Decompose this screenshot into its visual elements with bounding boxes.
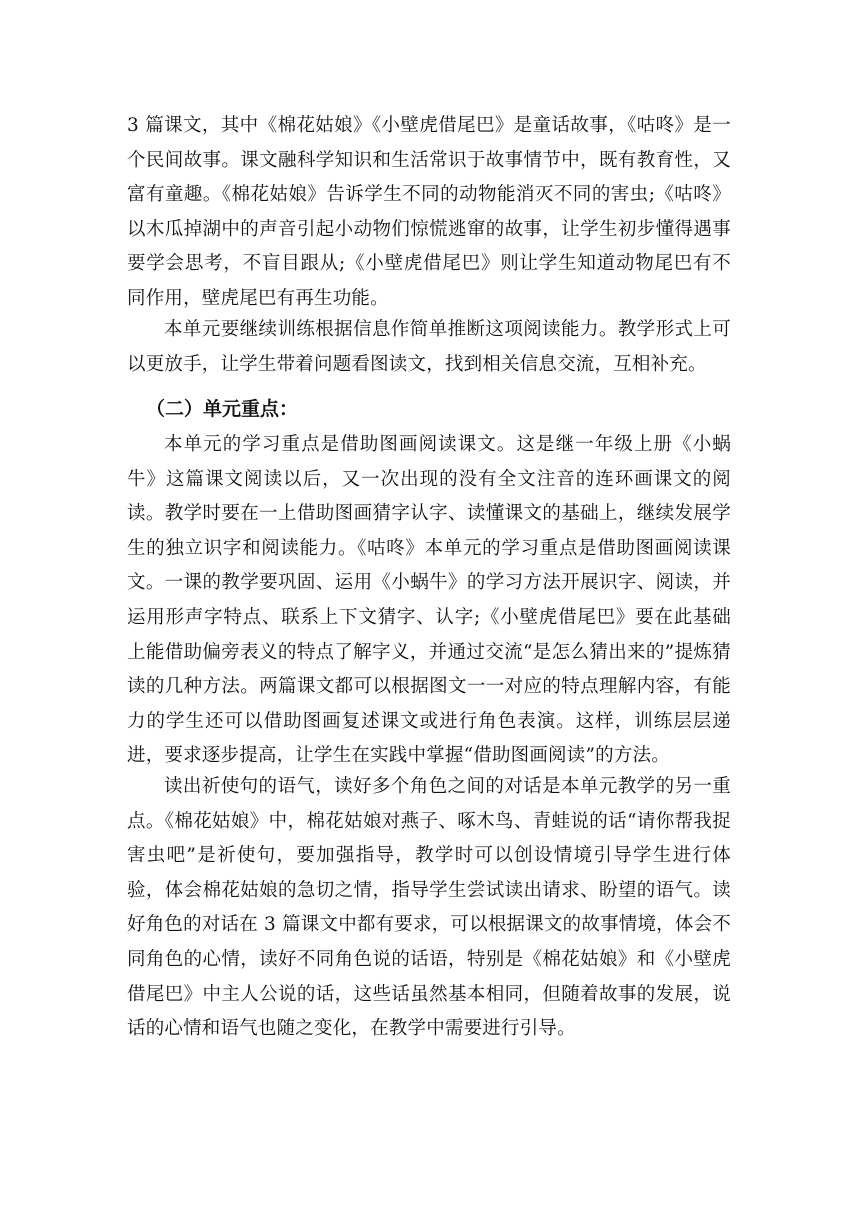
paragraph-imperative-tone-focus: 读出祈使句的语气，读好多个角色之间的对话是本单元教学的另一重点。《棉花姑娘》中，棉花姑娘对燕子、啄木鸟、青蛙说的话“请你帮我捉害虫吧”是祈使句，要加强指导，教学时可以创设情境引导学生进行体验，体会棉花姑娘的急切之情，指导学生尝试读出请求、盼望的语气。读好角色的对话在 3 篇课文中都有要求，可以根据课文的故事情境，体会不同角色的心情，读好不同角色说的话语，特别是《棉花姑娘》和《小壁虎借尾巴》中主人公说的话，这些话虽然基本相同，但随着故事的发展，说话的心情和语气也随之变化，在教学中需要进行引导。: [127, 776, 731, 1040]
section-heading-unit-focus: （二）单元重点：: [146, 398, 299, 420]
paragraph-picture-reading-focus: 本单元的学习重点是借助图画阅读课文。这是继一年级上册《小蜗牛》这篇课文阅读以后，又一次出现的没有全文注音的连环画课文的阅读。教学时要在一上借助图画猜字认字、读懂课文的基础上，继续发展学生的独立识字和阅读能力。《咕咚》本单元的学习重点是借助图画阅读课文。一课的教学要巩固、运用《小蜗牛》的学习方法开展识字、阅读，并运用形声字特点、联系上下文猜字、认字;《小壁虎借尾巴》要在此基础上能借助偏旁表义的特点了解字义，并通过交流“是怎么猜出来的”提炼猜读的几种方法。两篇课文都可以根据图文一一对应的特点理解内容，有能力的学生还可以借助图画复述课文或进行角色表演。这样，训练层层递进，要求逐步提高，让学生在实践中掌握“借助图画阅读”的方法。: [127, 434, 731, 767]
paragraph-unit-texts-overview: 3 篇课文，其中《棉花姑娘》《小壁虎借尾巴》是童话故事，《咕咚》是一个民间故事。课文融科学知识和生活常识于故事情节中，既有教育性，又富有童趣。《棉花姑娘》告诉学生不同的动物能消灭不同的害虫;《咕咚》以木瓜掉湖中的声音引起小动物们惊慌逃窜的故事，让学生初步懂得遇事要学会思考，不盲目跟从;《小壁虎借尾巴》则让学生知道动物尾巴有不同作用，壁虎尾巴有再生功能。: [127, 115, 731, 309]
paragraph-reading-ability: 本单元要继续训练根据信息作简单推断这项阅读能力。教学形式上可以更放手，让学生带着问题看图读文，找到相关信息交流，互相补充。: [127, 319, 731, 375]
